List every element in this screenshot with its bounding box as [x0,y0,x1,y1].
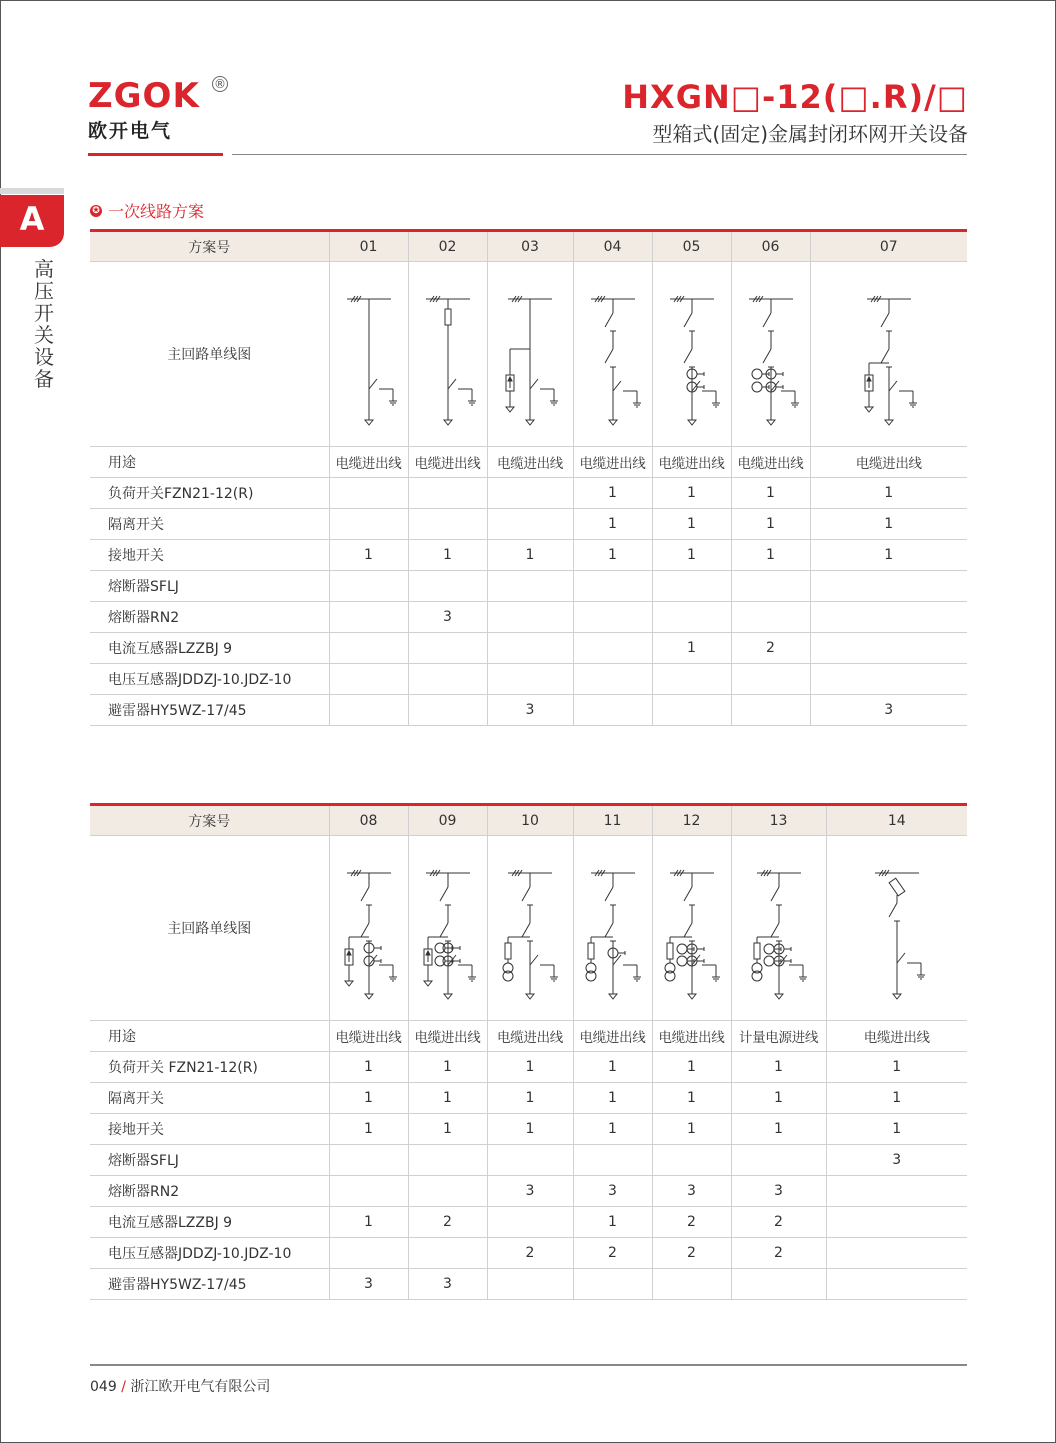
usage-label: 用途 [90,447,329,478]
scheme-table-2 [90,803,967,1300]
quantity-cell: 1 [810,540,967,571]
diagram-cell [810,262,967,447]
diagram-cell [487,262,573,447]
diagram-row [90,836,967,1021]
row-label: 电流互感器LZZBJ 9 [90,1207,329,1238]
switch-blade [440,887,448,901]
row-label: 隔离开关 [90,1083,329,1114]
quantity-cell: 1 [408,1114,487,1145]
scheme-number: 07 [810,231,967,262]
scheme-number: 06 [731,231,810,262]
ground-symbol [865,407,873,412]
table-row [90,1269,967,1300]
table-row [90,1207,967,1238]
table-row [90,571,967,602]
scheme-number: 04 [573,231,652,262]
quantity-cell [826,1207,967,1238]
arrester-ct-diagram-icon [334,853,404,1003]
quantity-cell: 2 [573,1238,652,1269]
quantity-cell: 1 [810,478,967,509]
usage-cell: 电缆进出线 [329,447,408,478]
usage-cell: 电缆进出线 [408,447,487,478]
quantity-cell: 1 [329,1052,408,1083]
table-row [90,664,967,695]
earth-switch-blade [530,379,538,389]
row-label: 熔断器SFLJ [90,571,329,602]
quantity-cell [573,695,652,726]
quantity-cell: 2 [731,1238,826,1269]
ground-symbol [609,420,617,425]
switch-blade [771,887,779,901]
company-name: 浙江欧开电气有限公司 [130,1379,271,1395]
quantity-cell: 1 [487,540,573,571]
quantity-cell: 1 [826,1052,967,1083]
quantity-cell [731,602,810,633]
quantity-cell [329,571,408,602]
quantity-cell: 1 [652,1114,731,1145]
quantity-cell [487,571,573,602]
scheme-number: 10 [487,805,573,836]
quantity-cell [408,695,487,726]
quantity-cell [487,664,573,695]
switch-blade [522,887,530,901]
quantity-cell: 1 [408,540,487,571]
table-row [90,695,967,726]
switch-blade [771,923,779,937]
pt-fuse-diagram-icon [495,853,565,1003]
quantity-cell: 1 [408,1083,487,1114]
ground-symbol [526,994,534,999]
quantity-cell [826,1238,967,1269]
quantity-cell: 3 [826,1145,967,1176]
quantity-cell: 1 [652,478,731,509]
ground-symbol [345,981,353,986]
ground-symbol [444,994,452,999]
double-ct-feeder-diagram-icon [736,279,806,429]
arrester-arrowhead [867,377,871,381]
diagram-cell [573,836,652,1021]
table-row [90,540,967,571]
quantity-cell [329,633,408,664]
quantity-cell: 1 [573,509,652,540]
switch-blade [684,923,692,937]
table-row [90,633,967,664]
quantity-cell [573,633,652,664]
quantity-cell [329,664,408,695]
quantity-cell [329,1238,408,1269]
row-label: 电压互感器JDDZJ-10.JDZ-10 [90,1238,329,1269]
quantity-cell [573,571,652,602]
metering-incoming-diagram-icon [744,853,814,1003]
earth-switch-blade [897,953,905,963]
row-label: 电压互感器JDDZJ-10.JDZ-10 [90,664,329,695]
row-label: 熔断器SFLJ [90,1145,329,1176]
quantity-cell [408,1145,487,1176]
quantity-cell: 2 [731,633,810,664]
fuse-symbol [667,943,673,959]
earth-switch-blade [613,381,621,391]
ground-symbol [365,420,373,425]
switch-blade [684,313,692,327]
switch-blade [684,887,692,901]
quantity-cell [487,602,573,633]
sflj-fuse-switch-diagram-icon [862,853,932,1003]
quantity-cell: 2 [652,1207,731,1238]
table-row [90,509,967,540]
row-label: 电流互感器LZZBJ 9 [90,633,329,664]
section-title [90,199,204,222]
usage-cell: 电缆进出线 [652,1021,731,1052]
switch-blade [605,349,613,363]
load-switch-feeder-diagram-icon [578,279,648,429]
row-label: 接地开关 [90,1114,329,1145]
ct-coil [677,944,687,954]
registered-mark: ® [214,77,226,91]
usage-cell: 电缆进出线 [329,1021,408,1052]
quantity-cell [652,695,731,726]
ct-coil [677,956,687,966]
ground-symbol [893,994,901,999]
switch-blade [440,923,448,937]
ct-feeder-diagram-icon [657,279,727,429]
ground-symbol [506,407,514,412]
quantity-cell [487,633,573,664]
table-row [90,1052,967,1083]
scheme-number: 02 [408,231,487,262]
usage-label: 用途 [90,1021,329,1052]
earth-switch-blade [369,379,377,389]
quantity-cell [731,571,810,602]
quantity-cell [487,1145,573,1176]
quantity-cell: 2 [652,1238,731,1269]
quantity-cell [487,478,573,509]
quantity-cell [826,1176,967,1207]
diagram-row [90,262,967,447]
switch-blade [763,313,771,327]
quantity-cell: 1 [731,540,810,571]
usage-cell: 电缆进出线 [810,447,967,478]
arrester-arrowhead [426,951,430,955]
model-title: HXGN□-12(□.R)/□ [622,78,968,116]
fuse-feeder-diagram-icon [413,279,483,429]
scheme-number-row [90,805,967,836]
quantity-cell: 1 [652,540,731,571]
usage-cell: 电缆进出线 [487,1021,573,1052]
row-label: 避雷器HY5WZ-17/45 [90,695,329,726]
quantity-cell: 3 [731,1176,826,1207]
quantity-cell [408,664,487,695]
quantity-cell: 1 [826,1114,967,1145]
diagram-cell [826,836,967,1021]
switch-blade [522,923,530,937]
logo-underline [88,153,223,156]
ground-symbol [767,420,775,425]
quantity-cell [573,602,652,633]
ground-symbol [526,420,534,425]
scheme-number: 13 [731,805,826,836]
scheme-number: 01 [329,231,408,262]
quantity-cell: 1 [573,1114,652,1145]
quantity-cell: 1 [329,1114,408,1145]
switch-blade [605,923,613,937]
scheme-table-1 [90,229,967,726]
ground-symbol [424,981,432,986]
quantity-cell: 3 [573,1176,652,1207]
quantity-cell: 1 [731,1052,826,1083]
quantity-cell: 1 [652,1052,731,1083]
diagram-cell [731,836,826,1021]
row-label: 负荷开关 FZN21-12(R) [90,1052,329,1083]
quantity-cell [408,1238,487,1269]
quantity-cell [810,633,967,664]
earth-switch-blade [530,955,538,965]
quantity-cell [652,571,731,602]
quantity-cell [810,571,967,602]
quantity-cell: 1 [408,1052,487,1083]
quantity-cell [329,1145,408,1176]
quantity-cell [573,1269,652,1300]
switch-blade [881,349,889,363]
row-label: 熔断器RN2 [90,1176,329,1207]
brand-logo [88,76,226,143]
side-tab-label: 高压开关设备 [34,257,54,391]
quantity-cell [329,602,408,633]
quantity-cell [731,1145,826,1176]
switch-blade [881,313,889,327]
usage-cell: 电缆进出线 [408,1021,487,1052]
quantity-cell [487,1207,573,1238]
arrester-feeder-diagram-icon [495,279,565,429]
ct-coil [764,956,774,966]
quantity-cell [652,1145,731,1176]
quantity-cell: 1 [487,1083,573,1114]
fuse-symbol [754,943,760,959]
section-title-text: 一次线路方案 [108,202,205,221]
quantity-cell: 3 [487,695,573,726]
quantity-cell: 3 [810,695,967,726]
row-label: 熔断器RN2 [90,602,329,633]
table-row [90,1114,967,1145]
quantity-cell: 1 [573,540,652,571]
arrester-double-ct-diagram-icon [413,853,483,1003]
scheme-number: 03 [487,231,573,262]
quantity-cell [487,509,573,540]
ground-symbol [775,994,783,999]
switch-blade [889,903,897,917]
diagram-cell [731,262,810,447]
quantity-cell: 1 [731,1114,826,1145]
quantity-cell [810,602,967,633]
switch-blade [763,349,771,363]
table-row [90,602,967,633]
scheme-number-row [90,231,967,262]
product-subtitle: 型箱式(固定)金属封闭环网开关设备 [652,122,968,146]
quantity-cell [652,602,731,633]
quantity-cell: 1 [329,1083,408,1114]
quantity-cell [329,509,408,540]
sflj-fuse-symbol [889,878,905,896]
row-label: 避雷器HY5WZ-17/45 [90,1269,329,1300]
arrester-arrowhead [508,377,512,381]
scheme-number: 12 [652,805,731,836]
quantity-cell: 1 [329,540,408,571]
usage-cell: 电缆进出线 [573,447,652,478]
scheme-number: 09 [408,805,487,836]
earth-switch-blade [448,379,456,389]
header-divider [232,154,967,155]
quantity-cell: 1 [573,478,652,509]
scheme-number: 08 [329,805,408,836]
ground-symbol [688,994,696,999]
quantity-cell [408,509,487,540]
switch-blade [361,887,369,901]
scheme-number-label: 方案号 [90,231,329,262]
quantity-cell: 3 [487,1176,573,1207]
quantity-cell [408,1176,487,1207]
table-row [90,1083,967,1114]
fuse-symbol [505,943,511,959]
star-icon: ✪ [90,205,102,217]
quantity-cell: 1 [826,1083,967,1114]
quantity-cell [329,1176,408,1207]
quantity-cell [329,478,408,509]
quantity-cell: 3 [329,1269,408,1300]
diagram-cell [487,836,573,1021]
quantity-cell [408,571,487,602]
diagram-cell [652,836,731,1021]
footer-divider [90,1364,967,1366]
quantity-cell [408,633,487,664]
quantity-cell: 1 [573,1052,652,1083]
quantity-cell: 1 [329,1207,408,1238]
ct-coil [764,944,774,954]
pt-fuse-ct-diagram-icon [578,853,648,1003]
arrester-arrowhead [347,951,351,955]
side-tab-cap [0,188,64,194]
table-row [90,1145,967,1176]
pt-fuse-double-ct-diagram-icon [657,853,727,1003]
quantity-cell: 1 [573,1083,652,1114]
quantity-cell: 3 [408,1269,487,1300]
quantity-cell: 1 [731,509,810,540]
quantity-cell: 1 [652,509,731,540]
quantity-cell [810,664,967,695]
usage-row [90,447,967,478]
table-row [90,1238,967,1269]
scheme-number: 05 [652,231,731,262]
fuse-symbol [445,309,451,325]
brand-subname: 欧开电气 [88,120,173,142]
diagram-cell [652,262,731,447]
scheme-number: 11 [573,805,652,836]
diagram-cell [408,262,487,447]
usage-cell: 计量电源进线 [731,1021,826,1052]
diagram-cell [329,836,408,1021]
quantity-cell: 1 [731,1083,826,1114]
ground-symbol [444,420,452,425]
quantity-cell: 2 [487,1238,573,1269]
ct-coil [752,382,762,392]
row-label: 负荷开关FZN21-12(R) [90,478,329,509]
ground-symbol [365,994,373,999]
footer [90,1376,270,1396]
quantity-cell [329,695,408,726]
switch-blade [605,887,613,901]
cable-feeder-diagram-icon [334,279,404,429]
quantity-cell: 1 [487,1052,573,1083]
quantity-cell: 1 [652,633,731,664]
usage-cell: 电缆进出线 [652,447,731,478]
quantity-cell: 2 [408,1207,487,1238]
quantity-cell [573,1145,652,1176]
scheme-number-label: 方案号 [90,805,329,836]
diagram-cell [329,262,408,447]
diagram-label: 主回路单线图 [90,262,329,447]
diagram-cell [408,836,487,1021]
diagram-label: 主回路单线图 [90,836,329,1021]
quantity-cell [731,1269,826,1300]
quantity-cell: 1 [487,1114,573,1145]
quantity-cell [408,478,487,509]
footer-separator: / [121,1379,126,1395]
quantity-cell: 1 [573,1207,652,1238]
quantity-cell: 1 [652,1083,731,1114]
quantity-cell: 1 [731,478,810,509]
ground-symbol [609,994,617,999]
scheme-number: 14 [826,805,967,836]
row-label: 接地开关 [90,540,329,571]
quantity-cell [731,695,810,726]
switch-blade [605,313,613,327]
usage-cell: 电缆进出线 [731,447,810,478]
usage-cell: 电缆进出线 [826,1021,967,1052]
quantity-cell [573,664,652,695]
fuse-symbol [588,943,594,959]
ground-symbol [885,420,893,425]
quantity-cell [652,664,731,695]
ct-coil [752,369,762,379]
ground-symbol [688,420,696,425]
arrester-switch-feeder-diagram-icon [854,279,924,429]
quantity-cell [652,1269,731,1300]
page-number: 049 [90,1379,117,1395]
quantity-cell [487,1269,573,1300]
earth-switch-blade [889,381,897,391]
switch-blade [361,923,369,937]
quantity-cell: 3 [408,602,487,633]
usage-row [90,1021,967,1052]
switch-blade [684,349,692,363]
usage-cell: 电缆进出线 [487,447,573,478]
quantity-cell [731,664,810,695]
brand-name: ZGOK [88,76,200,116]
table-row [90,478,967,509]
table-row [90,1176,967,1207]
quantity-cell: 3 [652,1176,731,1207]
quantity-cell: 1 [810,509,967,540]
quantity-cell [826,1269,967,1300]
row-label: 隔离开关 [90,509,329,540]
usage-cell: 电缆进出线 [573,1021,652,1052]
side-tab-letter: A [0,195,64,247]
quantity-cell: 2 [731,1207,826,1238]
diagram-cell [573,262,652,447]
